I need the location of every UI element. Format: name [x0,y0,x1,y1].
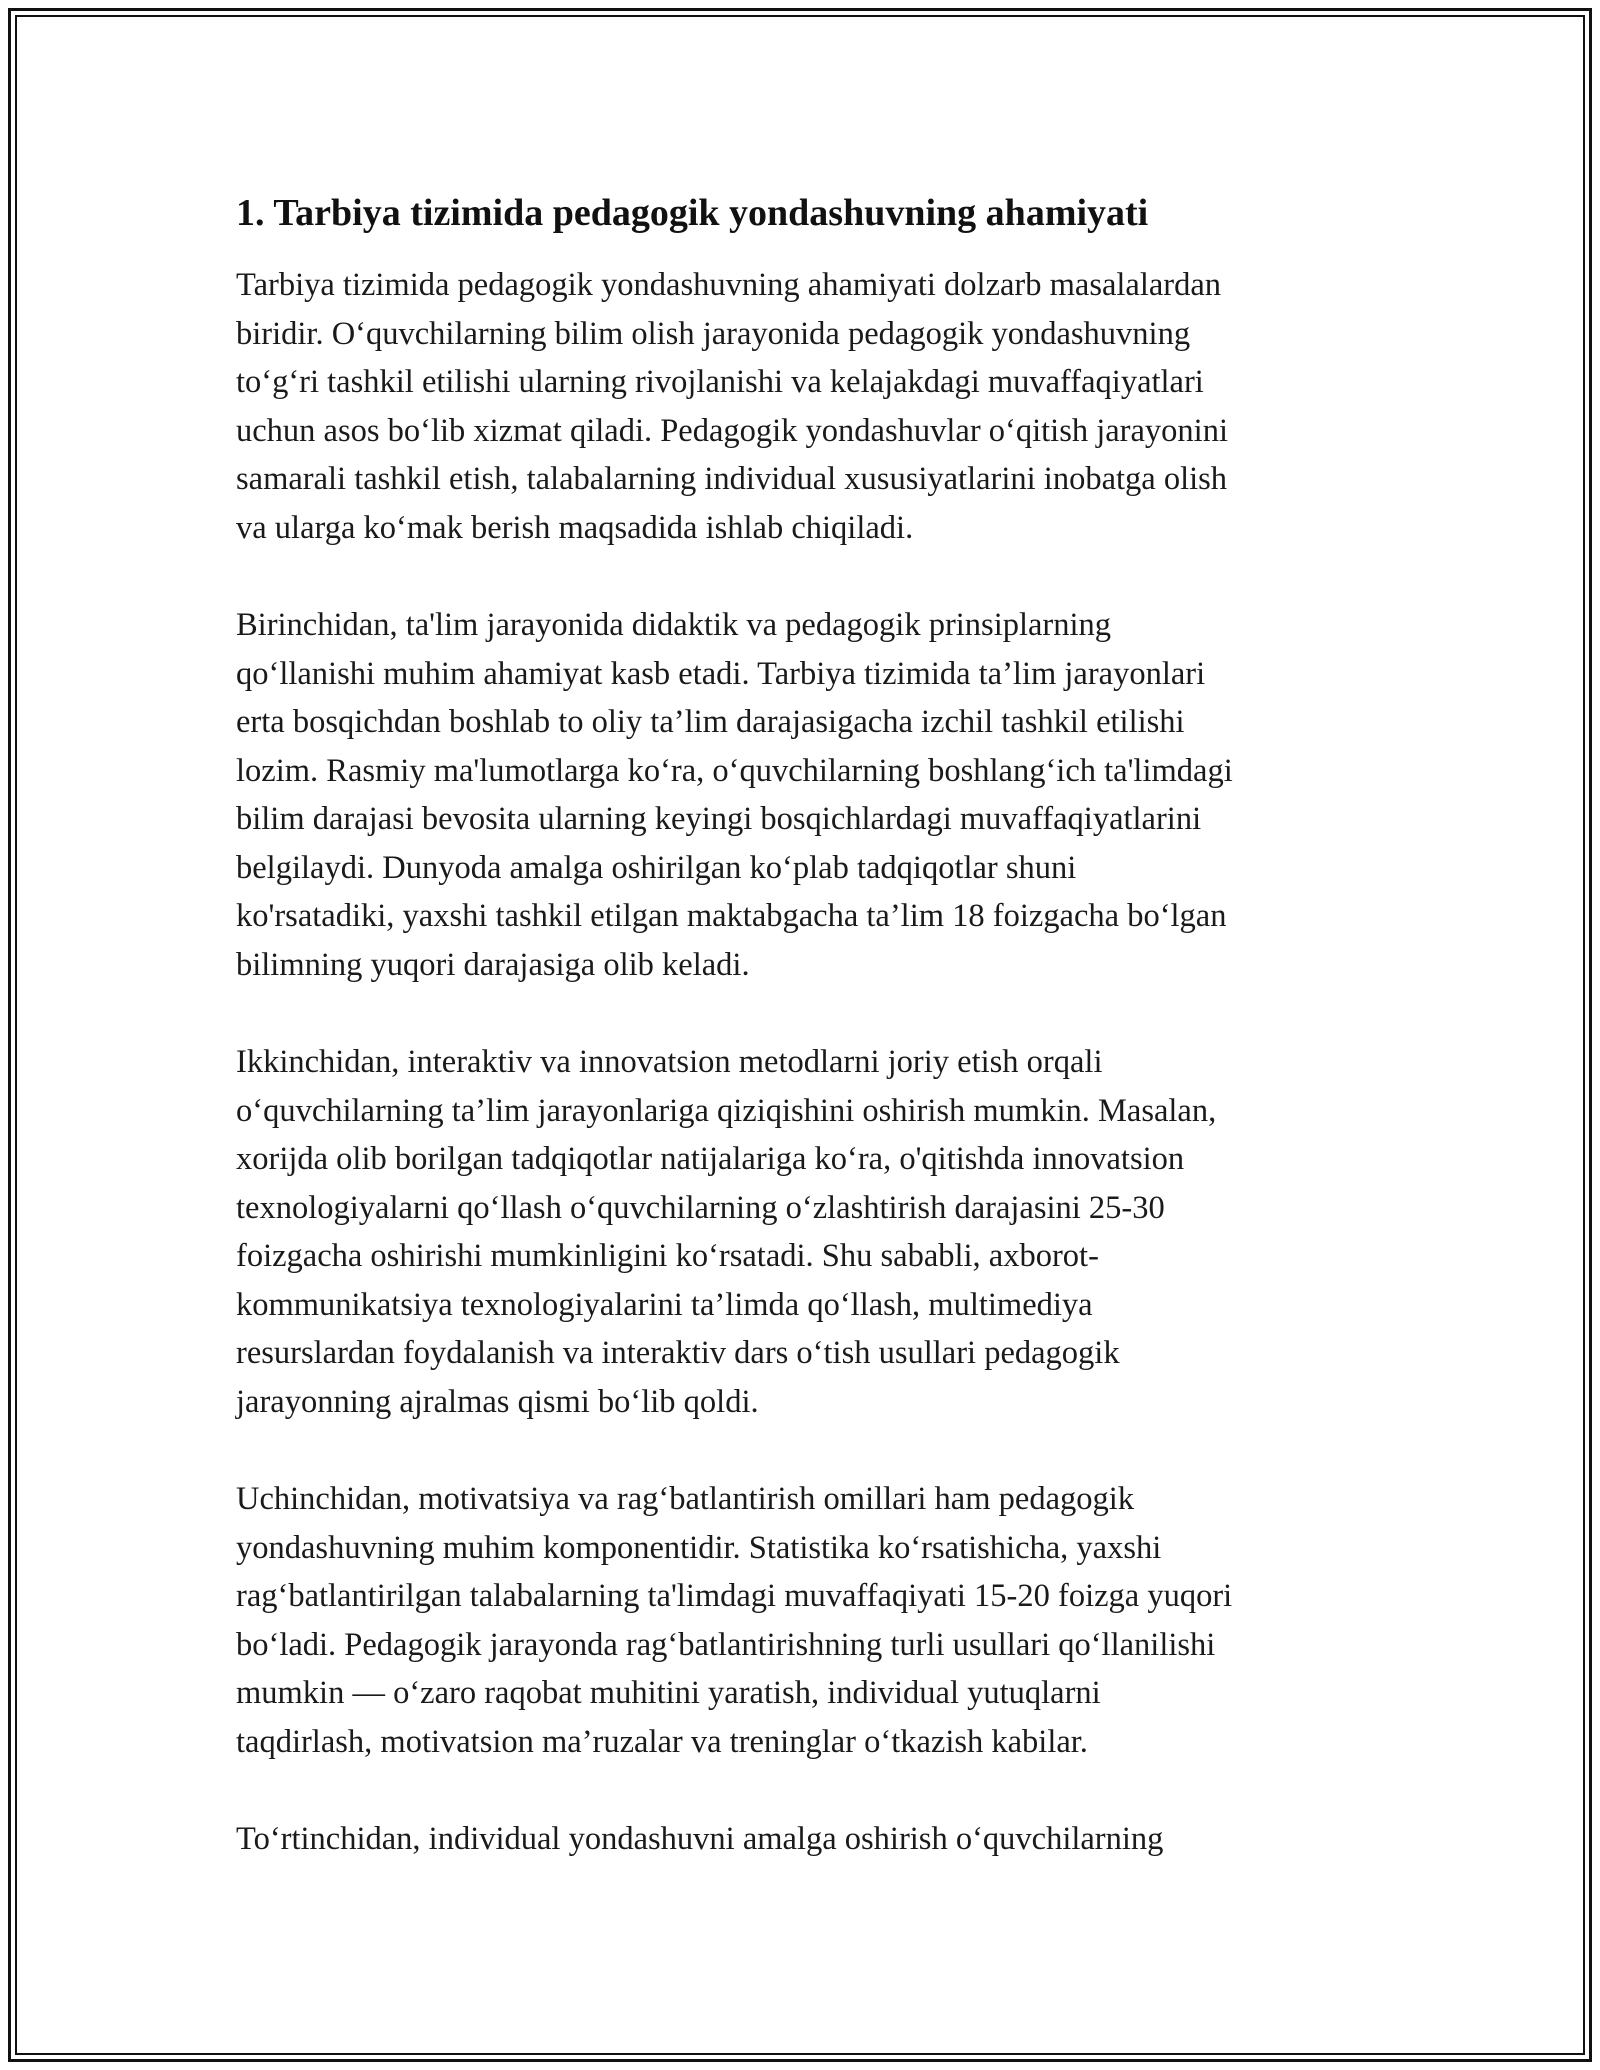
document-page [236,185,1386,1864]
paragraph-third: Uchinchidan, motivatsiya va rag‘batlantirish omillari ham pedagogik yondashuvning muhim komponentidir. Statistika ko‘rsatishicha, yaxshi rag‘batlantirilgan talabalarning ta'limdagi muvaffaqiyati 15-20 foizga yuqori bo‘ladi. Pedagogik jarayonda rag‘batlantirishning turli usullari qo‘llanilishi mumkin — o‘zaro raqobat muhitini yaratish, individual yutuqlarni taqdirlash, motivatsion ma’ruzalar va treninglar o‘tkazish kabilar. [236,1481,1233,1760]
paragraph-first: Birinchidan, ta'lim jarayonida didaktik va pedagogik prinsiplarning qo‘llanishi muhim ahamiyat kasb etadi. Tarbiya tizimida ta’lim jarayonlari erta bosqichdan boshlab to oliy ta’lim darajasigacha izchil tashkil etilishi lozim. Rasmiy ma'lumotlarga ko‘ra, o‘quvchilarning boshlang‘ich ta'limdagi bilim darajasi bevosita ularning keyingi bosqichlardagi muvaffaqiyatlarini belgilaydi. Dunyoda amalga oshirilgan ko‘plab tadqiqotlar shuni ko'rsatadiki, yaxshi tashkil etilgan maktabgacha ta’lim 18 foizgacha bo‘lgan bilimning yuqori darajasiga olib keladi. [236,607,1233,983]
section-heading: 1. Tarbiya tizimida pedagogik yondashuvning ahamiyati [236,192,1149,234]
paragraph-intro: Tarbiya tizimida pedagogik yondashuvning ahamiyati dolzarb masalalardan biridir. O‘quvchilarning bilim olish jarayonida pedagogik yondashuvning to‘g‘ri tashkil etilishi ularning rivojlanishi va kelajakdagi muvaffaqiyatlari uchun asos bo‘lib xizmat qiladi. Pedagogik yondashuvlar o‘qitish jarayonini samarali tashkil etish, talabalarning individual xususiyatlarini inobatga olish va ularga ko‘mak berish maqsadida ishlab chiqiladi. [236,267,1228,546]
paragraph-fourth: To‘rtinchidan, individual yondashuvni amalga oshirish o‘quvchilarning [236,1821,1164,1857]
paragraph-second: Ikkinchidan, interaktiv va innovatsion metodlarni joriy etish orqali o‘quvchilarning ta’lim jarayonlariga qiziqishini oshirish mumkin. Masalan, xorijda olib borilgan tadqiqotlar natijalariga ko‘ra, o'qitishda innovatsion texnologiyalarni qo‘llash o‘quvchilarning o‘zlashtirish darajasini 25-30 foizgacha oshirishi mumkinligini ko‘rsatadi. Shu sababli, axborot- kommunikatsiya texnologiyalarini ta’limda qo‘llash, multimediya resurslardan foydalanish va interaktiv dars o‘tish usullari pedagogik jarayonning ajralmas qismi bo‘lib qoldi. [236,1044,1217,1420]
